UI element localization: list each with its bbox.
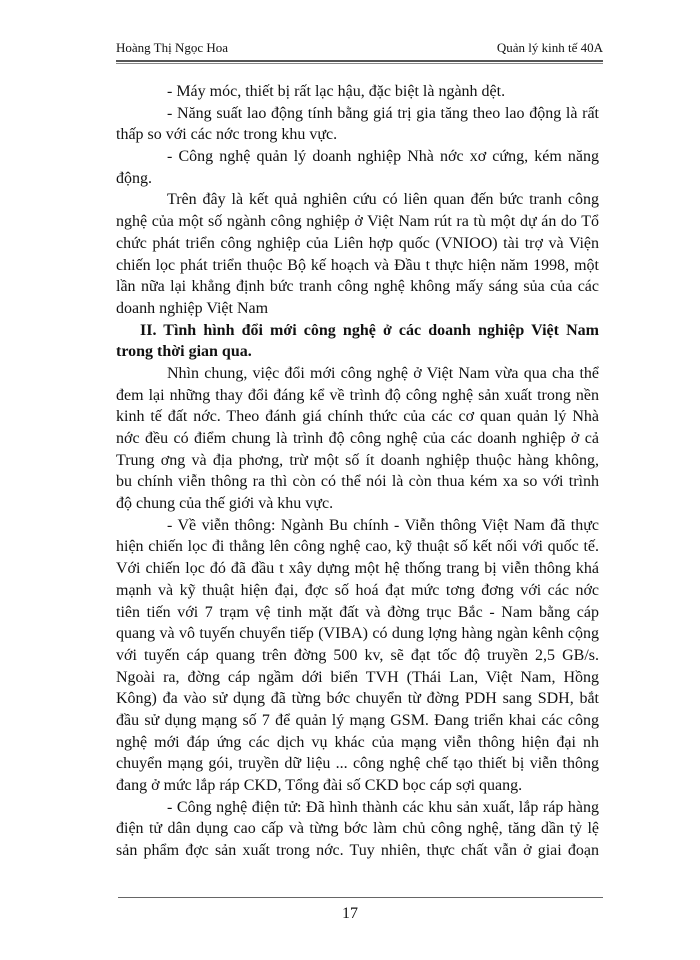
section-heading-line: II. Tình hình đổi mới công nghệ ở các doanh nghiệp Việt Nam [140,321,599,339]
document-body [116,81,599,862]
text-line: với tuyến cáp quang trên đờng 500 kv, sẽ đạt tốc độ truyền 2,5 GB/s. [116,646,599,664]
footer-divider [118,897,603,898]
text-line: nghệ mới đáp ứng các dịch vụ khác của mạng viễn thông hiện đại nh [116,733,599,751]
text-line: nghệ của một số ngành công nghiệp ở Việt Nam rút ra tù một dự án do Tổ [116,213,599,231]
text-line: doanh nghiệp Việt Nam [116,299,269,317]
text-line: đầu sử dụng mạng số 7 để quản lý mạng GSM. Đang triển khai các công [116,711,599,729]
section-heading-line: trong thời gian qua. [116,343,252,361]
text-line: - Về viễn thông: Ngành Bu chính - Viễn thông Việt Nam đã thực [167,516,599,534]
text-line: quang và vô tuyến chuyển tiếp (VIBA) có dung lợng hàng ngàn kênh cộng [116,625,599,643]
text-line: - Công nghệ quản lý doanh nghiệp Nhà nớc xơ cứng, kém năng [167,148,599,166]
text-line: Kông) đa vào sử dụng đã từng bớc chuyển từ đờng PDH sang SDH, bắt [116,690,599,708]
text-line: kinh tế đất nớc. Theo đánh giá chính thức của các cơ quan quản lý Nhà [116,408,599,426]
text-line: điện tử dân dụng cao cấp và từng bớc làm chủ công nghệ, tăng dần tỷ lệ [116,820,599,838]
text-line: mạnh và kỹ thuật hiện đại, đợc số hoá đạt mức tơng đơng với các nớc [116,581,599,599]
page-header [116,38,603,60]
text-line: hiện chiến lọc đi thẳng lên công nghệ cao, kỹ thuật số kết nối với quốc tế. [116,538,599,556]
text-line: đang ở mức lắp ráp CKD, Tổng đài số CKD bọc cáp sợi quang. [116,777,523,794]
text-line: - Công nghệ điện tử: Đã hình thành các khu sản xuất, lắp ráp hàng [167,798,599,816]
text-line: Với chiến lọc đó đã đầu t xây dựng một hệ thống trang bị viễn thông khá [116,560,599,578]
text-line: thấp so với các nớc trong khu vực. [116,126,338,144]
text-line: Trung ơng và địa phơng, trừ một số ít doanh nghiệp thuộc hàng không, [116,451,599,469]
text-line: sản phẩm đợc sản xuất trong nớc. Tuy nhiên, thực chất vẫn ở giai đoạn [116,842,599,860]
header-course: Quản lý kinh tế 40A [496,40,603,55]
text-line: Trên đây là kết quả nghiên cứu có liên quan đến bức tranh công [167,191,599,209]
text-line: - Máy móc, thiết bị rất lạc hậu, đặc biệt là ngành dệt. [167,83,506,100]
text-line: bu chính viễn thông ra thì còn có thể nói là còn thua kém xa so với trình [116,473,599,491]
text-line: chuyển mạng gói, truyền dữ liệu ... công nghệ chế tạo thiết bị viễn thông [116,755,599,773]
text-line: độ chung của thế giới và khu vực. [116,495,334,513]
header-author: Hoàng Thị Ngọc Hoa [116,40,229,55]
text-line: chức phát triển công nghiệp của Liên hợp quốc (VNIOO) tài trợ và Viện [116,234,599,252]
text-line: lần nữa lại khẳng định bức tranh công nghệ không mấy sáng sủa của các [116,278,599,296]
text-line: tiên tiến với 7 trạm vệ tinh mặt đất và đờng trục Bắc - Nam bằng cáp [116,603,599,621]
text-line: đem lại những thay đổi đáng kể về trình độ công nghệ sản xuất trong nền [116,386,599,404]
text-line: Ngoài ra, đờng cáp ngầm dới biển TVH (Thái Lan, Việt Nam, Hồng [116,668,599,686]
text-line: Nhìn chung, việc đổi mới công nghệ ở Việt Nam vừa qua cha thể [167,364,599,382]
page-number: 17 [342,905,358,922]
text-line: - Năng suất lao động tính bằng giá trị gia tăng theo lao động là rất [167,104,599,122]
text-line: nớc đều có điểm chung là trình độ công nghệ của các doanh nghiệp ở cả [116,430,599,447]
text-line: chiến lọc phát triển thuộc Bộ kế hoạch và Đầu t thực hiện năm 1998, một [116,256,599,274]
header-divider [116,60,603,64]
text-line: động. [116,169,152,187]
